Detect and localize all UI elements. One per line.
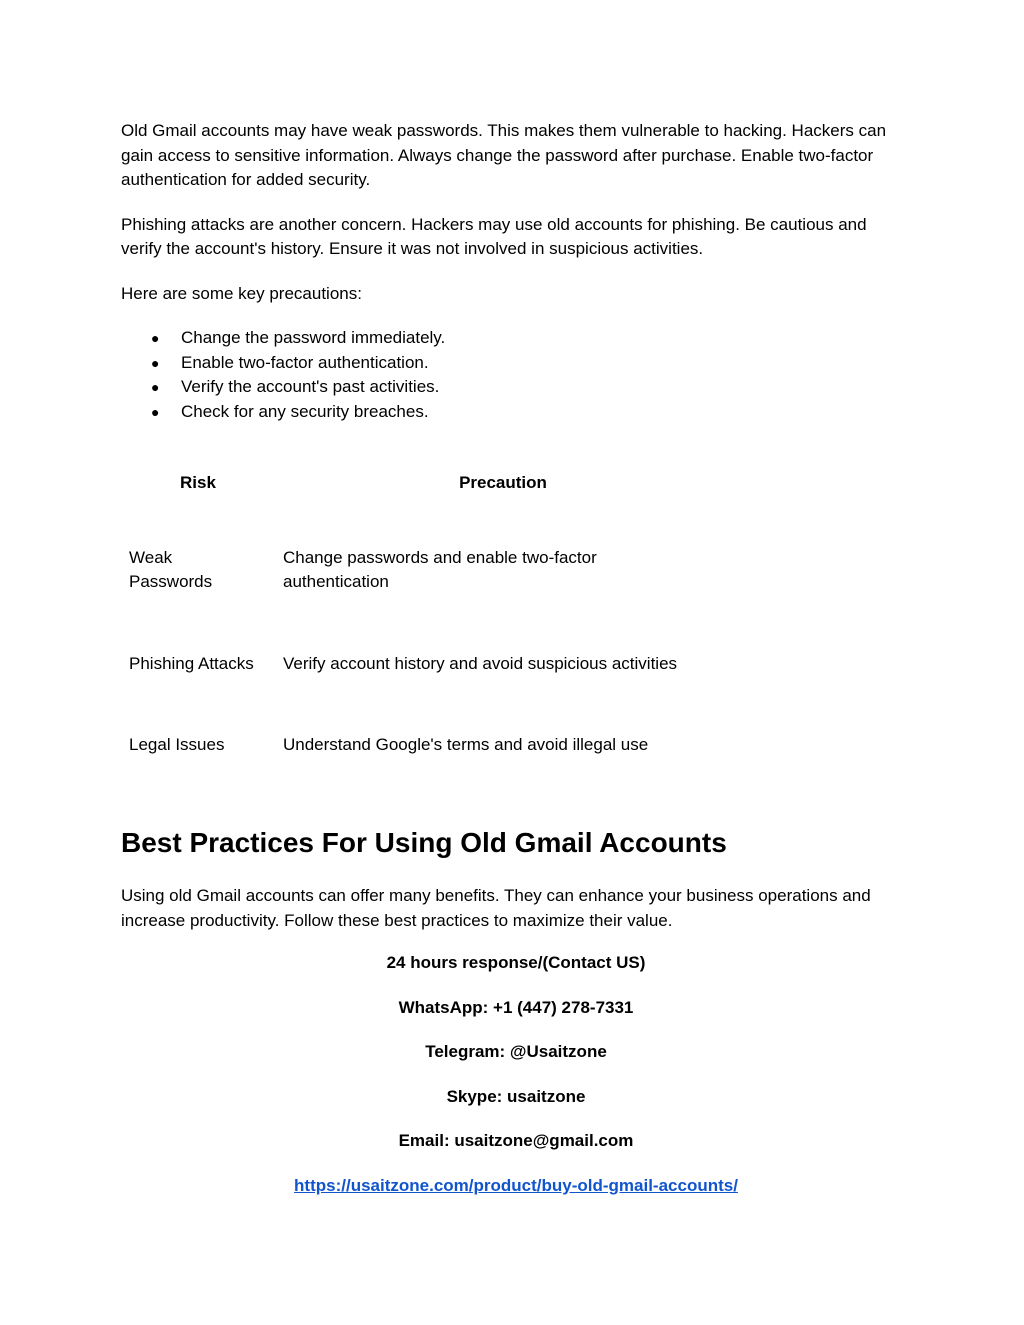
bullet-icon: ● [151,403,160,420]
table-cell-precaution: Understand Google's terms and avoid illegal use [283,735,649,754]
list-item [121,375,911,400]
bullet-icon: ● [151,354,160,371]
paragraph-weak-passwords: Old Gmail accounts may have weak passwords. This makes them vulnerable to hacking. Hackers can gain access to sensitive information. Always change the password after purchase. Enable two-factor authentication for added security. [121,121,887,189]
column-header-risk: Risk [180,473,216,492]
risk-precaution-table [121,461,731,815]
section-heading: Best Practices For Using Old Gmail Accounts [121,827,727,858]
list-item [121,326,911,351]
list-item-text: Verify the account's past activities. [181,377,440,396]
paragraph-phishing: Phishing attacks are another concern. Hackers may use old accounts for phishing. Be cautious and verify the account's history. Ensure it was not involved in suspicious activities. [121,214,867,258]
list-item-text: Enable two-factor authentication. [181,352,429,372]
contact-whatsapp: WhatsApp: +1 (447) 278-7331 [398,998,634,1017]
table-cell-precaution: Change passwords and enable two-factor authentication [283,547,597,591]
table-cell-risk: Phishing Attacks [129,653,254,673]
contact-email: Email: usaitzone@gmail.com [398,1131,634,1150]
column-header-precaution: Precaution [459,473,547,492]
list-item-text: Check for any security breaches. [181,401,429,421]
contact-telegram: Telegram: @Usaitzone [425,1042,607,1061]
list-item [121,351,911,376]
paragraph-precautions-intro: Here are some key precautions: [121,283,362,303]
contact-skype: Skype: usaitzone [446,1087,586,1106]
contact-response: 24 hours response/(Contact US) [386,953,646,972]
table-cell-risk: Legal Issues [129,735,225,754]
table-row [121,652,731,734]
precautions-list [121,326,911,424]
bullet-icon: ● [151,330,160,346]
list-item-text: Change the password immediately. [181,328,446,347]
product-link[interactable]: https://usaitzone.com/product/buy-old-gmail-accounts/ [294,1176,738,1195]
table-header-row [121,461,731,546]
table-cell-precaution: Verify account history and avoid suspicious activities [283,653,678,673]
bullet-icon: ● [151,379,160,395]
section-intro: Using old Gmail accounts can offer many benefits. They can enhance your business operations and increase productivity. Follow these best practices to maximize their value. [121,886,871,930]
table-cell-risk: Weak Passwords [129,547,213,591]
list-item [121,400,911,425]
contact-link-row [121,1174,911,1198]
table-row [121,733,731,815]
table-row [121,546,731,652]
document-page [121,119,911,1195]
